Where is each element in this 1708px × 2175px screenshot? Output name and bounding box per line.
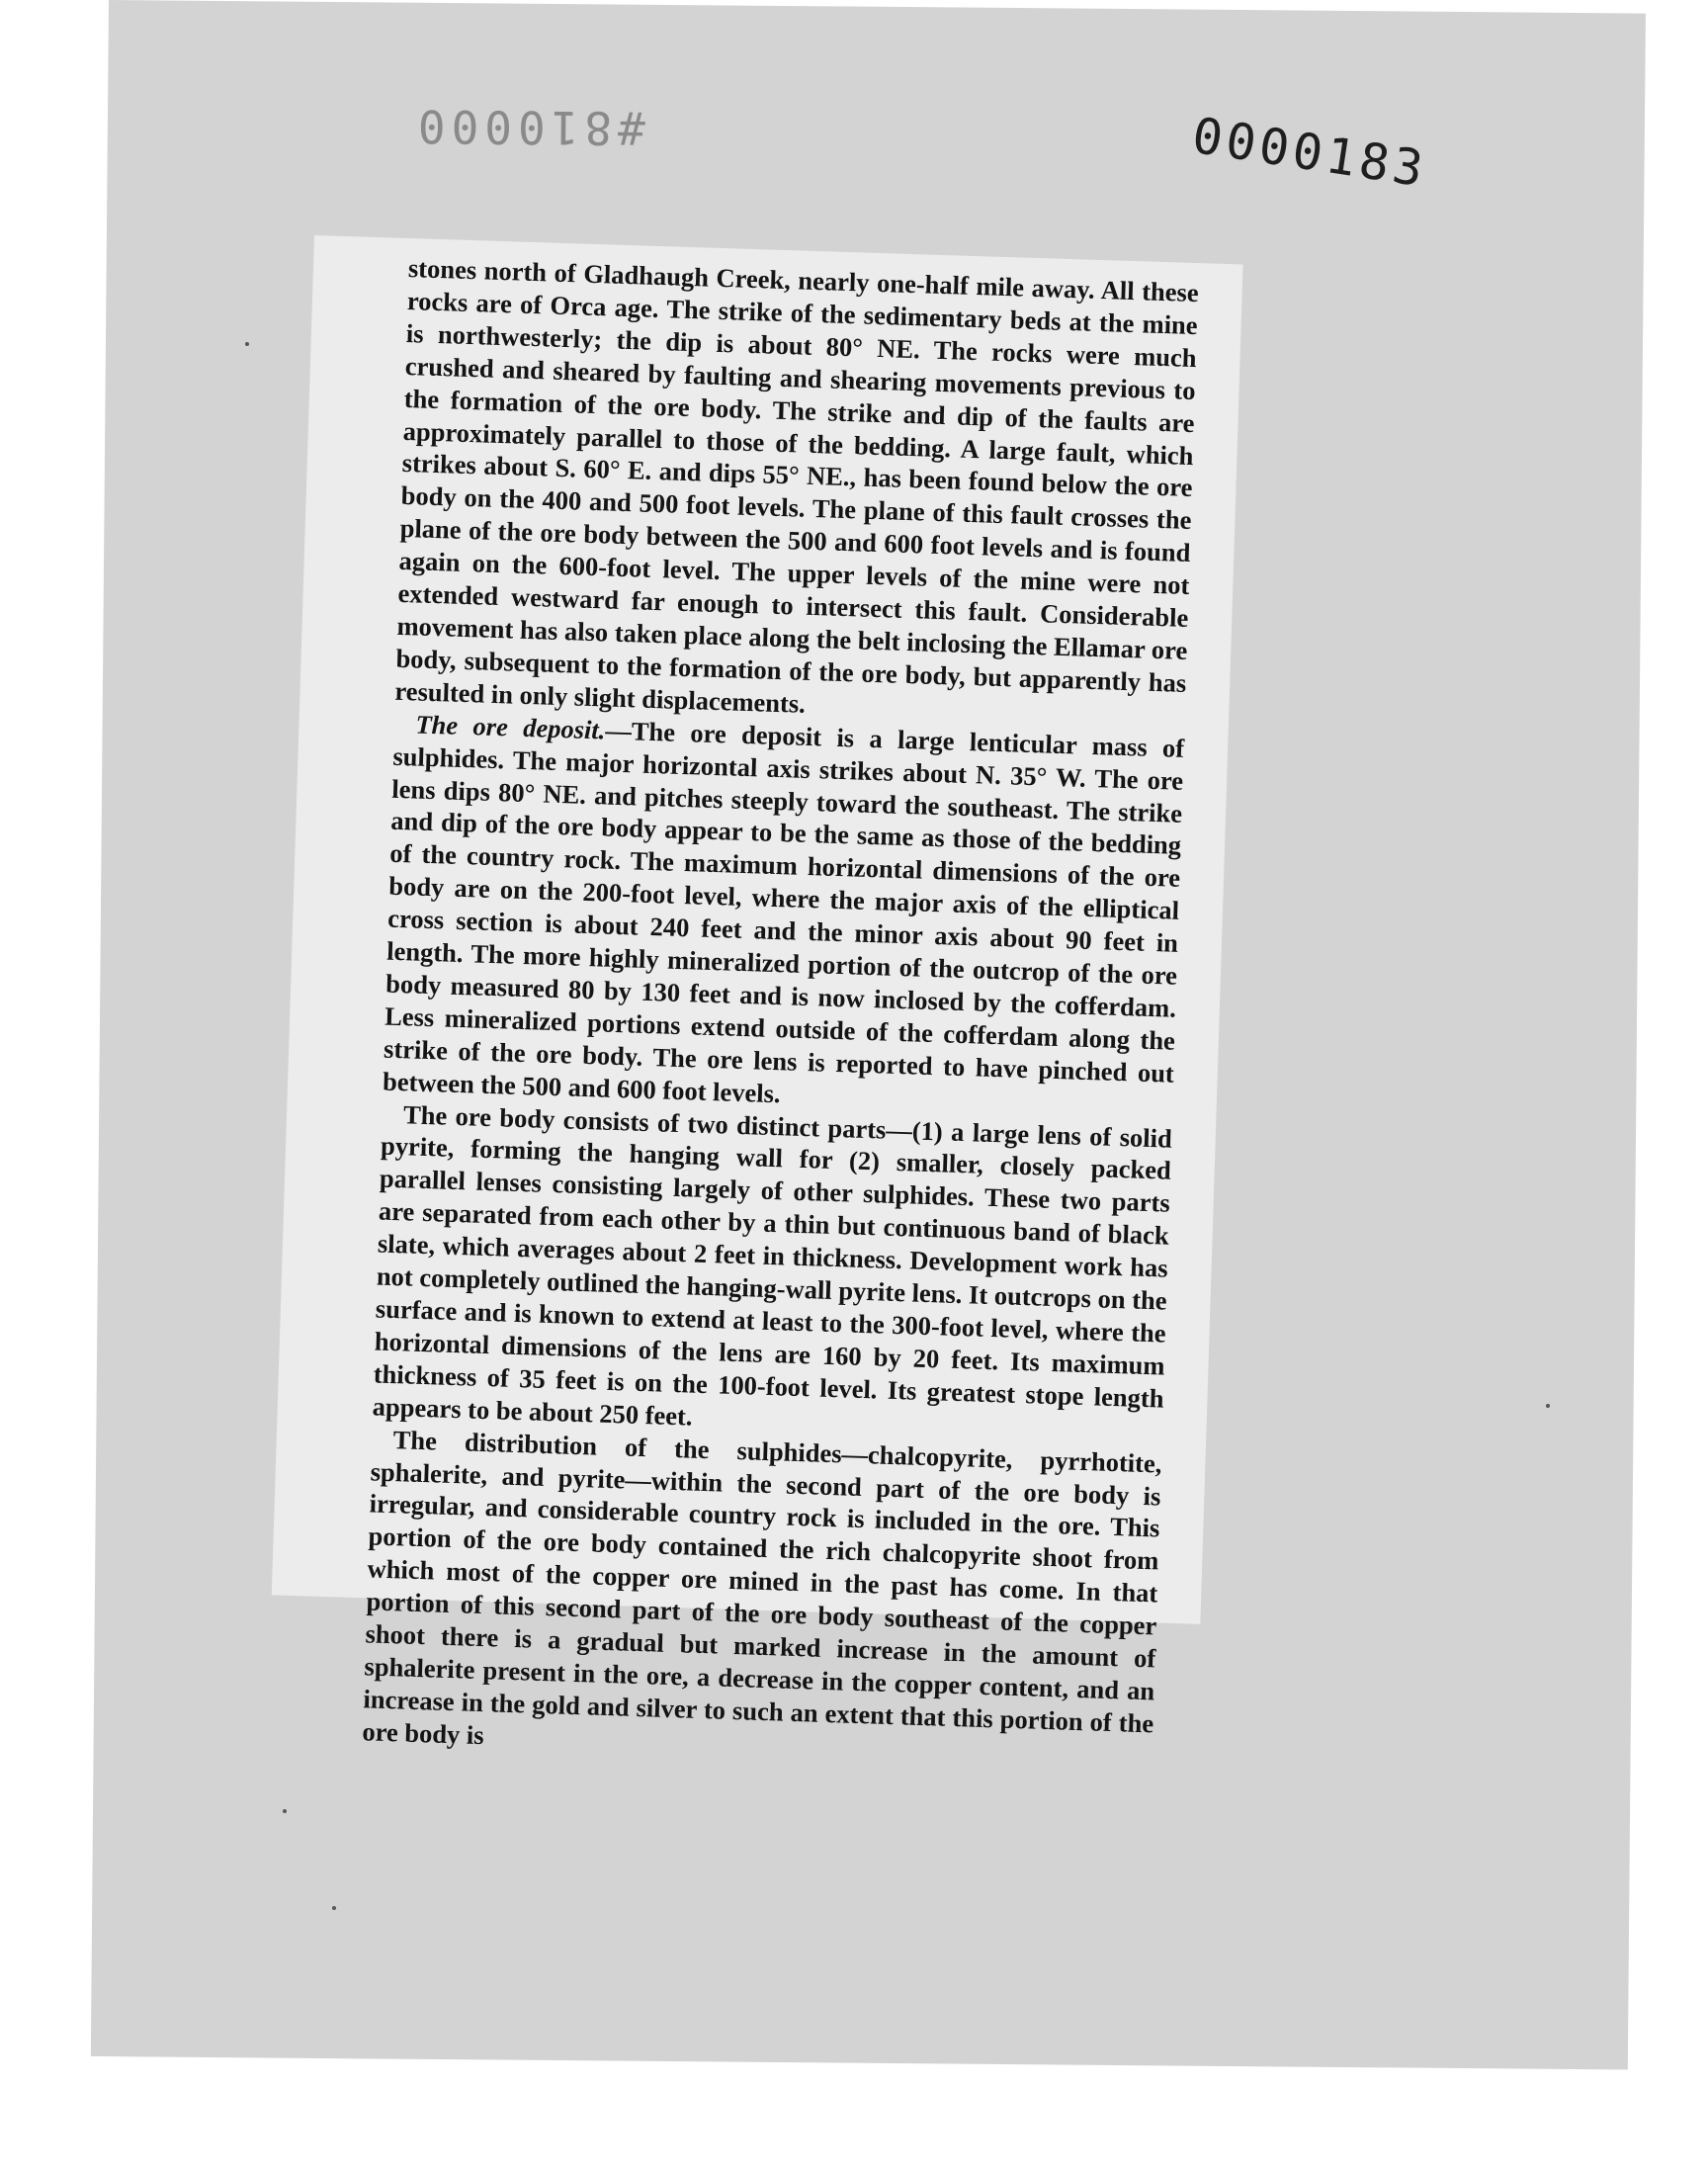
paragraph-4 — [362, 1423, 1162, 1773]
stamp-left: #810000 — [411, 99, 645, 155]
scan-speck — [245, 342, 249, 346]
paragraph-text: The distribution of the sulphides—chalcopyrite, pyrrhotite, sphalerite, and pyrite—within the second part of the ore body is irregular, and considerable country rock is included in the ore. This portion of the ore body contained the rich chalcopyrite shoot from which most of the copper ore mined in the past has come. In that portion of this second part of the ore body southeast of the copper shoot there is a gradual but marked increase in the amount of sphalerite present in the ore, a decrease in the copper content, and an increase in the gold and silver to such an extent that this portion of the ore body is — [362, 1424, 1162, 1750]
scan-speck — [332, 1906, 336, 1910]
scan-speck — [283, 1809, 287, 1813]
paragraph-text: —The ore deposit is a large lenticular mass of sulphides. The major horizontal axis strikes about N. 35° W. The ore lens dips 80° NE. and pitches steeply toward the southeast. The strike and dip of the ore body appear to be the same as those of the bedding of the country rock. The maximum horizontal dimensions of the ore body are on the 200-foot level, where the major axis of the elliptical cross section is about 240 feet and the minor axis about 90 feet in length. The more highly mineralized portion of the outcrop of the ore body measured 80 by 130 feet and is now inclosed by the cofferdam. Less mineralized portions extend outside of the cofferdam along the strike of the ore body. The ore lens is reported to have pinched out between the 500 and 600 foot levels. — [382, 715, 1185, 1108]
paragraph-3 — [372, 1097, 1172, 1447]
paragraph-text: The ore body consists of two distinct parts—(1) a large lens of solid pyrite, forming the hanging wall for (2) smaller, closely packed parallel lenses consisting largely of other sulphides. These two parts are separated from each other by a thin but continuous band of black slate, which averages about 2 feet in thickness. Development work has not completely outlined the hanging-wall pyrite lens. It outcrops on the surface and is known to extend at least to the 300-foot level, where the horizontal dimensions of the lens are 160 by 20 feet. Its maximum thickness of 35 feet is on the 100-foot level. Its greatest stope length appears to be about 250 feet. — [372, 1098, 1173, 1432]
paragraph-2 — [383, 707, 1185, 1122]
paragraph-text: stones north of Gladhaugh Creek, nearly one-half mile away. All these rocks are of Orca age. The strike of the sedimentary beds at the mine is northwesterly; the dip is about 80° NE. The rocks were much crushed and sheared by faulting and shearing movements previous to the formation of the ore body. The strike and dip of the faults are approximately parallel to those of the bedding. A large fault, which strikes about S. 60° E. and dips 55° NE., has been found below the ore body on the 400 and 500 foot levels. The plane of this fault crosses the plane of the ore body between the 500 and 600 foot levels and is found again on the 600-foot level. The upper levels of the mine were not extended westward far enough to intersect this fault. Considerable movement has also taken place along the belt inclosing the Ellamar ore body, subsequent to the formation of the ore body, but apparently has resulted in only slight displacements. — [394, 253, 1200, 719]
run-in-heading: The ore deposit. — [415, 709, 606, 745]
stamp-page-number: 0000183 — [1188, 106, 1431, 199]
scan-speck — [1546, 1404, 1550, 1408]
paragraph-1 — [394, 252, 1199, 733]
text-clipping — [272, 235, 1243, 1750]
